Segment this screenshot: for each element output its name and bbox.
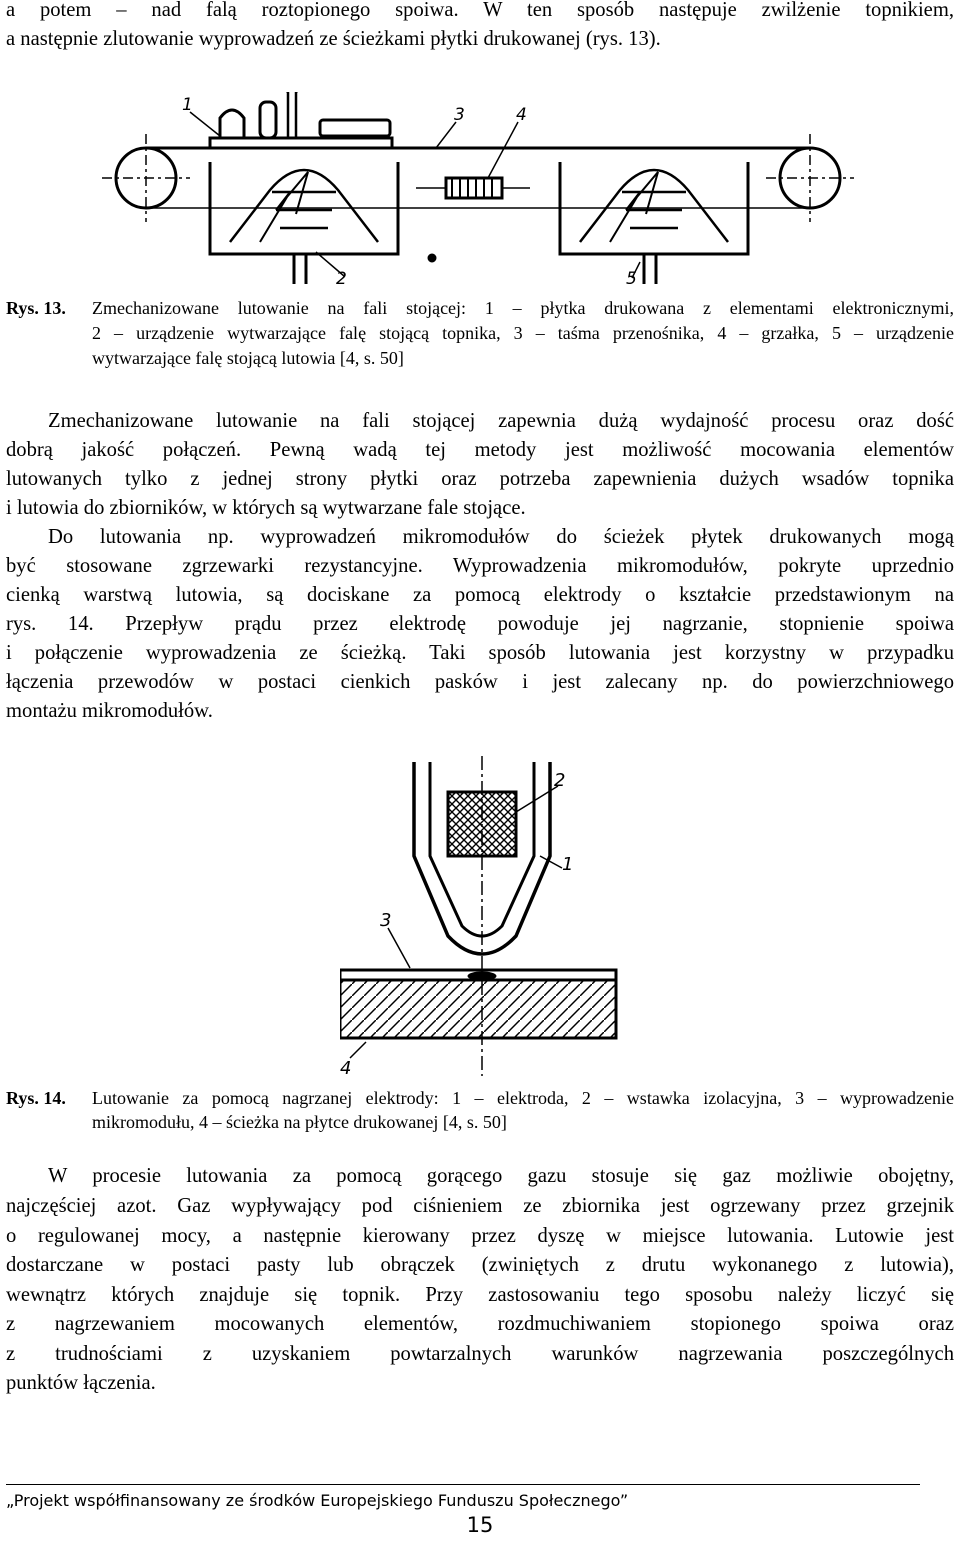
page-number: 15 (466, 1513, 494, 1537)
text-line: z nagrzewaniem mocowanych elementów, rozdmuchiwaniem stopionego spoiwa oraz (6, 1313, 954, 1335)
figure-label-4: 4 (516, 105, 527, 125)
text-line: o regulowanej mocy, a następnie kierowany przez dyszę w miejsce lutowania. Lutowie jest (6, 1225, 954, 1247)
caption-line: mikromodułu, 4 – ścieżka na płytce drukowanej [4, s. 50] (92, 1112, 507, 1132)
caption-label: Rys. 13. (6, 298, 66, 318)
figure-label-5: 5 (626, 269, 637, 289)
figure-label-1: 1 (182, 95, 193, 115)
text-line: montażu mikromodułów. (6, 700, 213, 722)
figure-label-2: 2 (554, 770, 566, 791)
figure-label-4: 4 (340, 1058, 352, 1079)
caption-line: Zmechanizowane lutowanie na fali stojącej: 1 – płytka drukowana z elementami elektronicznymi, (92, 298, 954, 318)
text-line: dobrą jakość połączeń. Pewną wadą tej metody jest możliwość mocowania elementów (6, 439, 954, 461)
text-line: być stosowane zgrzewarki rezystancyjne. Wyprowadzenia mikromodułów, pokryte uprzednio (6, 555, 954, 577)
text-line: dostarczane w postaci pasty lub obrączek (zwiniętych z drutu wykonanego z lutowia), (6, 1254, 954, 1276)
footer-rule (6, 1484, 920, 1485)
text-line: punktów łączenia. (6, 1372, 156, 1394)
figure-label-3: 3 (380, 910, 392, 931)
caption-line: Lutowanie za pomocą nagrzanej elektrody: 1 – elektroda, 2 – wstawka izolacyjna, 3 – wyprowadzenie (92, 1088, 954, 1108)
text-line: wewnątrz których znajduje się topnik. Przy zastosowaniu tego sposobu należy liczyć się (6, 1284, 954, 1306)
text-line: a następnie zlutowanie wyprowadzeń ze ścieżkami płytki drukowanej (rys. 13). (6, 28, 661, 50)
text-line: rys. 14. Przepływ prądu przez elektrodę powoduje jej nagrzanie, stopnienie spoiwa (6, 613, 954, 635)
footer-text: „Projekt współfinansowany ze środków Europejskiego Funduszu Społecznego” (6, 1491, 629, 1510)
text-line: lutowanych tylko z jednej strony płytki oraz potrzeba zapewnienia dużych wsadów topnika (6, 468, 954, 490)
caption-label: Rys. 14. (6, 1088, 66, 1108)
text-line: Zmechanizowane lutowanie na fali stojącej zapewnia dużą wydajność procesu oraz dość (48, 410, 954, 432)
figure-label-2: 2 (336, 269, 347, 289)
figure-label-3: 3 (454, 105, 465, 125)
text-line: W procesie lutowania za pomocą gorącego gazu stosuje się gaz możliwie obojętny, (48, 1165, 954, 1187)
text-line: najczęściej azot. Gaz wypływający pod ciśnieniem ze zbiornika jest ogrzewany przez grzejnik (6, 1195, 954, 1217)
text-line: łączenia przewodów w postaci cienkich pasków i jest zalecany np. do powierzchniowego (6, 671, 954, 693)
text-line: Do lutowania np. wyprowadzeń mikromodułów do ścieżek płytek drukowanych mogą (48, 526, 954, 548)
caption-line: wytwarzające falę stojącą lutowia [4, s. 50] (92, 348, 404, 368)
caption-line: 2 – urządzenie wytwarzające falę stojącą topnika, 3 – taśma przenośnika, 4 – grzałka, 5 – urządzenie (92, 323, 954, 343)
figure-14-drawing (340, 756, 620, 1082)
text-line: z trudnościami z uzyskaniem powtarzalnych warunków nagrzewania poszczególnych (6, 1343, 954, 1365)
text-line: i lutowia do zbiorników, w których są wytwarzane fale stojące. (6, 497, 526, 519)
text-line: a potem – nad falą roztopionego spoiwa. W ten sposób następuje zwilżenie topnikiem, (6, 0, 954, 21)
text-line: cienką warstwą lutowia, są dociskane za pomocą elektrody o kształcie przedstawionym na (6, 584, 954, 606)
figure-label-1: 1 (562, 854, 574, 875)
text-line: i połączenie wyprowadzenia ze ścieżką. Taki sposób lutowania jest korzystny w przypadku (6, 642, 954, 664)
figure-13-drawing (100, 92, 860, 292)
